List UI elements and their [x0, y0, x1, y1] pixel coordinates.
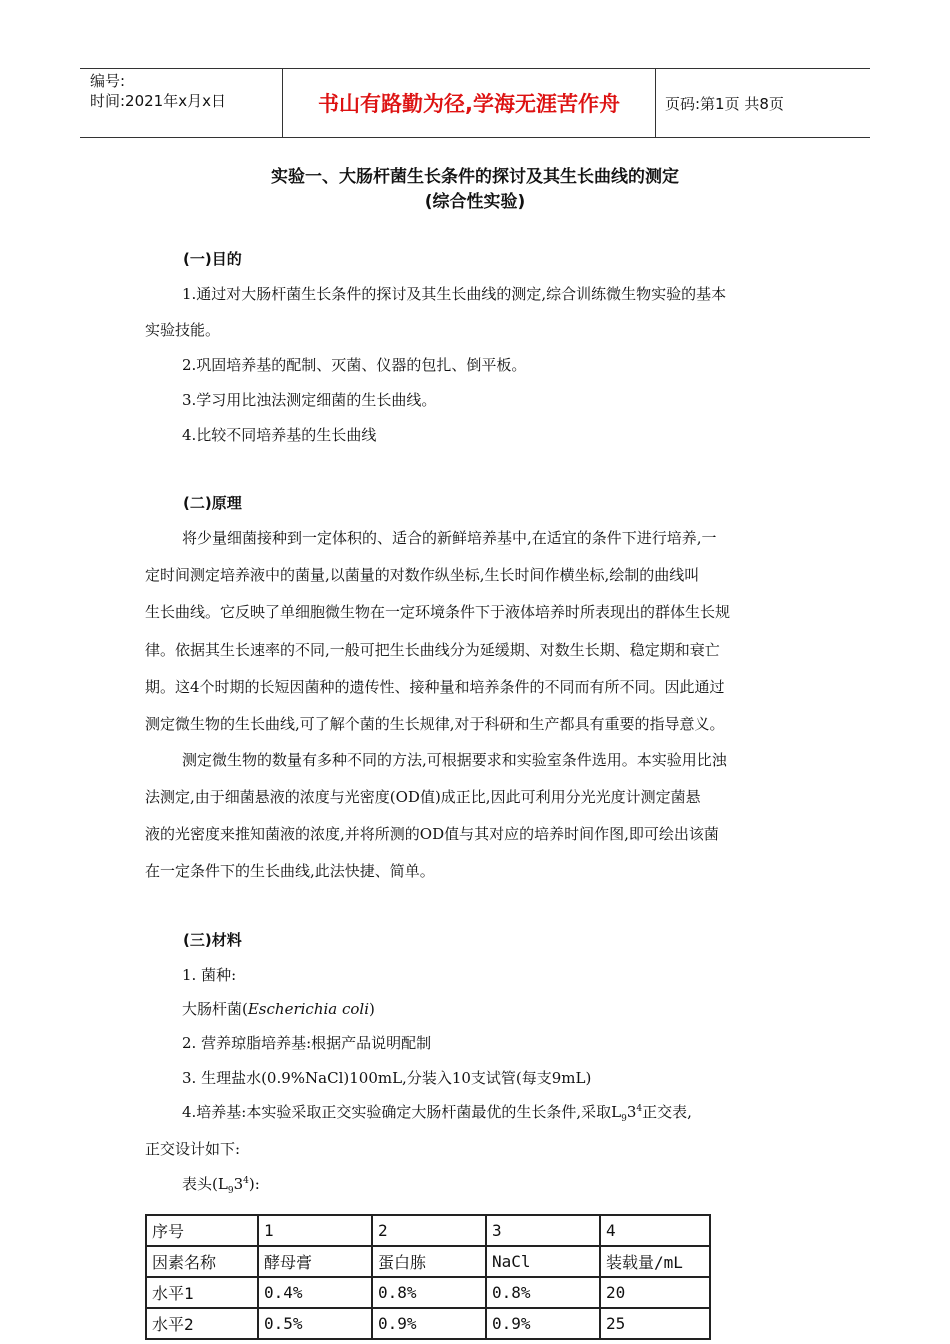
table-cell: 序号: [146, 1215, 258, 1246]
table-caption: [182, 1173, 260, 1196]
table-cell: 装载量/mL: [600, 1246, 710, 1277]
materials-item-strain: 1. 菌种:: [182, 966, 237, 984]
header-divider: [655, 69, 656, 137]
table-cell: 1: [258, 1215, 372, 1246]
table-cell: 蛋白胨: [372, 1246, 486, 1277]
paragraph-line: 实验技能。: [145, 321, 221, 339]
orthogonal-base: 3: [626, 1103, 637, 1121]
table-row: [146, 1308, 710, 1339]
caption-text: 表头(L: [182, 1175, 228, 1193]
paragraph-line: 律。依据其生长速率的不同,一般可把生长曲线分为延缓期、对数生长期、稳定期和衰亡: [145, 641, 720, 659]
paragraph-line: 定时间测定培养液中的菌量,以菌量的对数作纵坐标,生长时间作横坐标,绘制的曲线叫: [145, 566, 700, 584]
document-number-label: 编号:: [90, 72, 126, 90]
medium-text-end: 正交表,: [642, 1103, 692, 1121]
table-cell: 0.8%: [486, 1277, 600, 1308]
document-title: 实验一、大肠杆菌生长条件的探讨及其生长曲线的测定: [271, 167, 679, 187]
header-motto: 书山有路勤为径,学海无涯苦作舟: [318, 92, 620, 116]
orthogonal-factor-table: [145, 1214, 711, 1340]
paragraph-line: 正交设计如下:: [145, 1140, 241, 1158]
caption-subscript: 9: [227, 1186, 234, 1196]
table-cell: 0.8%: [372, 1277, 486, 1308]
paragraph-line: 1.通过对大肠杆菌生长条件的探讨及其生长曲线的测定,综合训练微生物实验的基本: [182, 285, 727, 303]
table-cell: NaCl: [486, 1246, 600, 1277]
section-heading-materials: (三)材料: [183, 931, 242, 949]
orthogonal-superscript: 4: [636, 1104, 643, 1114]
orthogonal-subscript: 9: [621, 1114, 627, 1124]
paragraph-line: 将少量细菌接种到一定体积的、适合的新鲜培养基中,在适宜的条件下进行培养,一: [182, 529, 717, 547]
table-cell: 水平1: [146, 1277, 258, 1308]
section-heading-principle: (二)原理: [183, 494, 242, 512]
medium-text: 4.培养基:本实验采取正交实验确定大肠杆菌最优的生长条件,采取L: [182, 1103, 622, 1121]
section-heading-purpose: (一)目的: [183, 250, 242, 268]
table-cell: 0.5%: [258, 1308, 372, 1339]
table-cell: 0.4%: [258, 1277, 372, 1308]
table-cell: 因素名称: [146, 1246, 258, 1277]
strain-name-close: ): [369, 1000, 375, 1018]
paragraph-line: 测定微生物的数量有多种不同的方法,可根据要求和实验室条件选用。本实验用比浊: [182, 751, 727, 769]
materials-item-saline: 3. 生理盐水(0.9%NaCl)100mL,分装入10支试管(每支9mL): [182, 1069, 592, 1087]
strain-name-latin: Escherichia coli: [247, 1000, 370, 1018]
table-cell: 酵母膏: [258, 1246, 372, 1277]
materials-item-agar: 2. 营养琼脂培养基:根据产品说明配制: [182, 1034, 432, 1052]
strain-name-cn: 大肠杆菌(: [182, 1000, 248, 1018]
caption-base: 3: [233, 1175, 244, 1193]
table-cell: 水平2: [146, 1308, 258, 1339]
paragraph-line: 3.学习用比浊法测定细菌的生长曲线。: [182, 391, 437, 409]
table-cell: 3: [486, 1215, 600, 1246]
paragraph-line: 在一定条件下的生长曲线,此法快捷、简单。: [145, 862, 435, 880]
paragraph-line: 测定微生物的生长曲线,可了解个菌的生长规律,对于科研和生产都具有重要的指导意义。: [145, 715, 725, 733]
header-meta: [90, 71, 226, 111]
paragraph-line: 法测定,由于细菌悬液的浓度与光密度(OD值)成正比,因此可利用分光光度计测定菌悬: [145, 788, 701, 806]
table-cell: 25: [600, 1308, 710, 1339]
table-cell: 20: [600, 1277, 710, 1308]
strain-name: [182, 998, 375, 1019]
paragraph-line: 液的光密度来推知菌液的浓度,并将所测的OD值与其对应的培养时间作图,即可绘出该菌: [145, 825, 719, 843]
document-subtitle: (综合性实验): [424, 192, 526, 212]
page-header: [80, 68, 870, 138]
paragraph-line: 4.比较不同培养基的生长曲线: [182, 426, 377, 444]
paragraph-line: 生长曲线。它反映了单细胞微生物在一定环境条件下于液体培养时所表现出的群体生长规: [145, 603, 731, 621]
paragraph-line: 2.巩固培养基的配制、灭菌、仪器的包扎、倒平板。: [182, 356, 527, 374]
caption-end: ):: [248, 1175, 260, 1193]
table-cell: 0.9%: [486, 1308, 600, 1339]
paragraph-line: 期。这4个时期的长短因菌种的遗传性、接种量和培养条件的不同而有所不同。因此通过: [145, 678, 725, 696]
document-date-label: 时间:2021年x月x日: [90, 92, 226, 110]
table-cell: 4: [600, 1215, 710, 1246]
table-cell: 2: [372, 1215, 486, 1246]
page-number-label: 页码:第1页 共8页: [665, 95, 784, 113]
table-row: [146, 1277, 710, 1308]
table-cell: 0.9%: [372, 1308, 486, 1339]
table-row: [146, 1246, 710, 1277]
materials-item-medium: [182, 1101, 692, 1124]
caption-superscript: 4: [243, 1176, 249, 1186]
table-row: [146, 1215, 710, 1246]
